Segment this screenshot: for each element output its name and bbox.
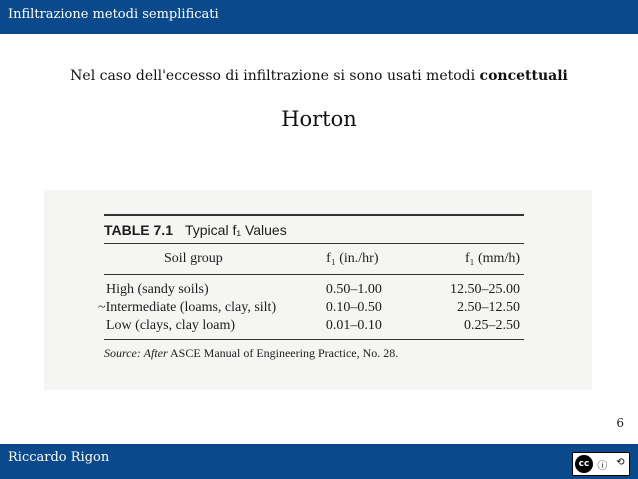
cc-license-icon	[572, 452, 630, 476]
source-text: ASCE Manual of Engineering Practice, No. 28.	[167, 346, 399, 360]
table-caption-text: Typical f₁ Values	[184, 222, 287, 238]
source-prefix: Source: After	[104, 346, 168, 360]
cell-soil: High (sandy soils)	[106, 282, 209, 297]
cell-soil: ~Intermediate (loams, clay, silt)	[98, 300, 277, 315]
cell-mm-h: 2.50–12.50	[457, 300, 520, 315]
table-caption	[104, 216, 524, 243]
footer-author: Riccardo Rigon	[8, 450, 110, 465]
table-label: TABLE 7.1	[104, 222, 173, 238]
intro-bold: concettuali	[479, 68, 568, 84]
infiltration-table	[98, 214, 524, 361]
cell-in-hr: 0.50–1.00	[325, 282, 382, 297]
cell-in-hr: 0.10–0.50	[325, 300, 382, 315]
col-mm-h: f₁ (mm/h)	[464, 251, 520, 266]
header-title: Infiltrazione metodi semplificati	[8, 7, 219, 22]
sa-icon: ⟲	[616, 456, 625, 468]
table-body	[98, 275, 524, 339]
cell-soil: Low (clays, clay loam)	[106, 318, 236, 333]
footer-bar	[0, 444, 638, 479]
cell-mm-h: 12.50–25.00	[450, 282, 520, 297]
col-in-hr: f₁ (in./hr)	[326, 251, 379, 266]
table-row	[98, 299, 524, 317]
table-row	[104, 317, 524, 335]
slide-heading: Horton	[281, 107, 357, 131]
page-number: 6	[616, 416, 624, 430]
by-sa-icons	[593, 457, 629, 472]
cell-in-hr: 0.01–0.10	[325, 318, 382, 333]
table-header-row	[104, 244, 524, 274]
intro-plain: Nel caso dell'eccesso di infiltrazione si sono usati metodi	[70, 68, 480, 84]
cell-mm-h: 0.25–2.50	[464, 318, 520, 333]
col-soil-group: Soil group	[164, 251, 223, 266]
header-bar	[0, 0, 638, 34]
by-icon: ⓘ	[597, 460, 608, 472]
cc-logo-icon: cc	[575, 455, 593, 473]
table-row	[104, 281, 524, 299]
intro-text	[0, 68, 638, 84]
table-source	[104, 340, 524, 361]
